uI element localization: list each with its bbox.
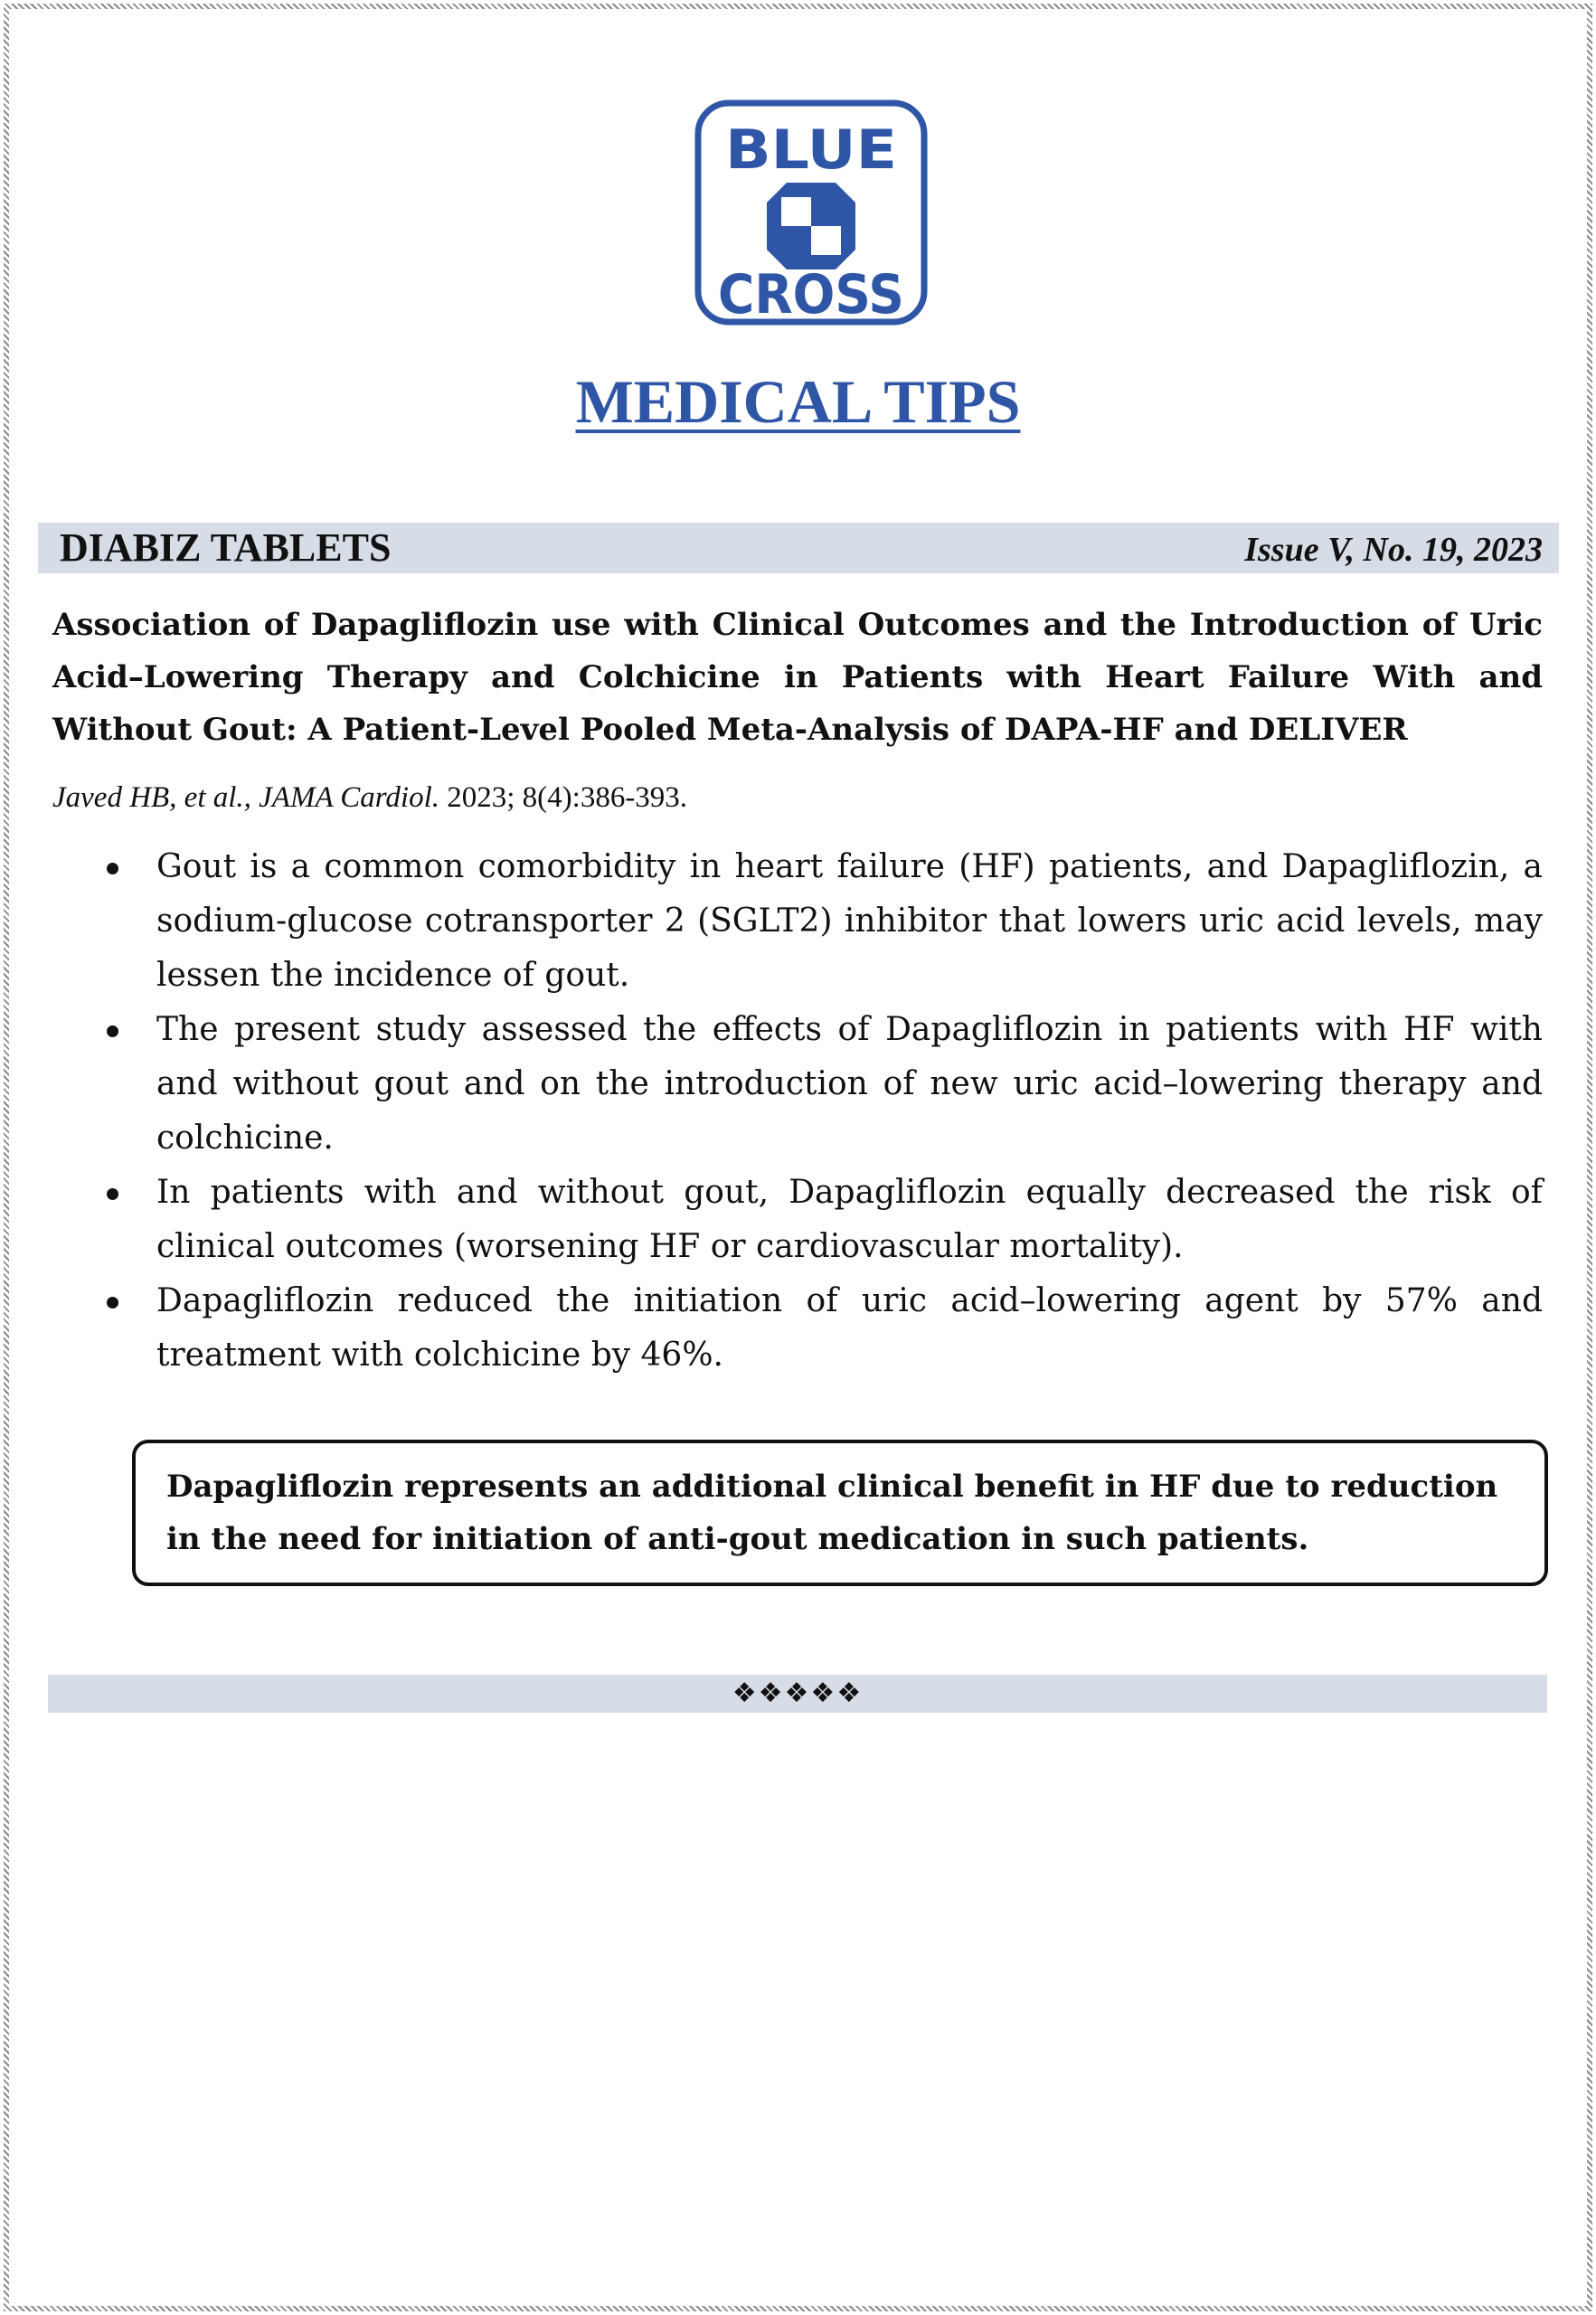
list-item-text: The present study assessed the effects of Dapagliflozin in patients with HF with and without gout and on the introduction of new uric acid–lowering therapy and colchicine.: [156, 1011, 1543, 1157]
list-item-text: In patients with and without gout, Dapagliflozin equally decreased the risk of clinical outcomes (worsening HF or cardiovascular mortality).: [156, 1174, 1543, 1265]
footer-band: [48, 1675, 1547, 1713]
issue-label: Issue V, No. 19, 2023: [1244, 531, 1543, 569]
blue-cross-logo: [694, 99, 928, 326]
product-name: DIABIZ TABLETS: [60, 525, 392, 570]
key-points-list: [0, 840, 1596, 1383]
logo-text-top: BLUE: [725, 118, 897, 182]
citation-details: 2023; 8(4):386-393.: [439, 781, 688, 814]
list-item: [0, 1274, 1596, 1383]
list-item: [0, 1166, 1596, 1274]
list-item: [0, 840, 1596, 1003]
citation-authors: Javed HB, et al., JAMA Cardiol.: [52, 781, 439, 814]
page-title: MEDICAL TIPS: [575, 367, 1021, 436]
logo-text-bottom: CROSS: [718, 263, 904, 326]
header-band: [38, 523, 1559, 573]
diamond-ornament-icon: ❖❖❖❖❖: [732, 1677, 864, 1709]
list-item-text: Dapagliflozin reduced the initiation of uric acid–lowering agent by 57% and treatment with colchicine by 46%.: [156, 1282, 1543, 1374]
conclusion-box: [132, 1440, 1548, 1586]
list-item-text: Gout is a common comorbidity in heart failure (HF) patients, and Dapagliflozin, a sodium-glucose cotransporter 2 (SGLT2) inhibitor that lowers uric acid levels, may lessen the incidence of gout.: [156, 848, 1543, 994]
conclusion-text: Dapagliflozin represents an additional clinical benefit in HF due to reduction in the need for initiation of anti-gout medication in such patients.: [166, 1469, 1498, 1557]
list-item: [0, 1003, 1596, 1166]
article-title: Association of Dapagliflozin use with Clinical Outcomes and the Introduction of Uric Acid–Lowering Therapy and Colchicine in Patients with Heart Failure With and Without Gout: A Patient-Level Pooled Meta-Analysis of DAPA-HF and DELIVER: [52, 607, 1543, 748]
bullet-icon: [107, 863, 118, 874]
bullet-icon: [107, 1297, 118, 1309]
citation: [52, 778, 687, 817]
bullet-icon: [107, 1025, 118, 1037]
bullet-icon: [107, 1188, 118, 1200]
